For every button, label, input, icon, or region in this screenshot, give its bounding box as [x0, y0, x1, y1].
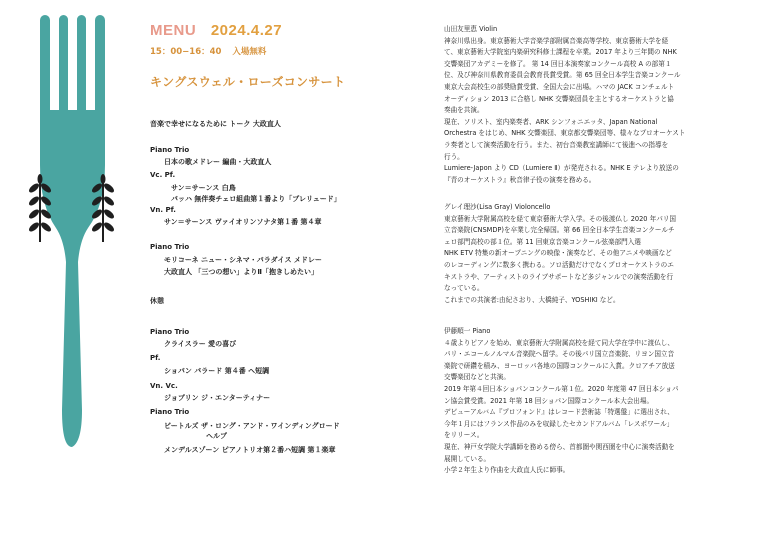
bio-line: 東京大会高校生の部奨励賞受賞、全国大会に出場。ハマの JACK コンチェルト — [444, 82, 675, 91]
bio-line: のレコーディングに数多く携わる。ソロ活動だけでなくプロオーケストラのエ — [444, 260, 674, 269]
program-ensemble: Vn. Pf. — [150, 206, 176, 214]
bio-heading: グレイ理沙(Lisa Gray) Violoncello — [444, 203, 551, 211]
program-ensemble: Vc. Pf. — [150, 171, 176, 179]
bio-line: NHK ETV 特集の新オープニングの映像・演奏など、その他アニメや映画など — [444, 249, 672, 258]
bio-line: キストラや、アーティストのライブサポートなど多ジャンルでの演奏活動を行 — [444, 272, 674, 281]
event-time: 15：00−16：40 — [150, 47, 222, 57]
program-piece: ショパン バラード 第４番 ヘ短調 — [164, 367, 270, 375]
bio-line: 『青のオーケストラ』秋音律子役の演奏を務める。 — [444, 175, 596, 184]
bio-line: オーディション 2013 に合格し NHK 交響楽団員を主とするオーケストラと協 — [444, 94, 674, 103]
concert-title: キングスウェル・ローズコンサート — [150, 75, 346, 89]
event-date: 2024.4.27 — [210, 22, 283, 39]
bio-line: 東京藝術大学附属高校を経て東京藝術大学入学。その後渡仏し 2020 年パリ国 — [444, 214, 676, 223]
bio-line: ン協会賞受賞。2021 年第 18 回ショパン国際コンクール本大会出場。 — [444, 396, 654, 405]
program-piece: ヘルプ — [206, 432, 227, 440]
bio-piano — [444, 326, 744, 477]
program-piece: バッハ 無伴奏チェロ組曲第１番より「プレリュード」 — [171, 195, 341, 203]
admission-label: 入場無料 — [232, 47, 267, 57]
bio-line: 現在、ソリスト、室内楽奏者、ARK シンフォニエッタ、Japan National — [444, 117, 658, 126]
bio-line: 楽院で研鑽を積み、ヨーロッパ各地の国際コンクールに入賞。クロアチア放送 — [444, 361, 675, 370]
program-intermission: 休憩 — [150, 297, 164, 305]
bio-line: ラ奏者として演奏活動を行う。また、初台音楽教室講師にて後進への指導を — [444, 140, 669, 149]
bio-line: 交響楽団などと共演。 — [444, 373, 510, 382]
bio-line: Orchestra をはじめ、NHK 交響楽団、東京都交響楽団等、様々なプロオーケスト — [444, 129, 686, 138]
bio-line: 小学２年生より作曲を大政直人氏に師事。 — [444, 466, 570, 475]
bio-line: 今年１月にはフランス作品のみを収録したセカンドアルバム「レスポワール」 — [444, 419, 674, 428]
program-piece: モリコーネ ニュー・シネマ・パラダイス メドレー — [164, 256, 322, 264]
bio-line: 行う。 — [444, 152, 464, 161]
bio-line: ェロ部門高校の部１位。第 11 回東京音楽コンクール弦楽部門入選 — [444, 237, 641, 246]
program-piece: クライスラー 愛の喜び — [164, 340, 237, 348]
program-piece: サン＝サーンス 白鳥 — [171, 184, 236, 192]
bio-heading: 伊藤順一 Piano — [444, 327, 491, 335]
time-line — [150, 45, 266, 57]
program-ensemble: Piano Trio — [150, 408, 190, 416]
bio-line: 神奈川県出身。東京藝術大学音楽学部附属音楽高等学校、東京藝術大学を経 — [444, 36, 669, 45]
fork-icon — [0, 0, 150, 470]
bio-line: ４歳よりピアノを始め、東京藝術大学附属高校を経て同大学在学中に渡仏し、 — [444, 338, 674, 347]
bio-heading: 山田友里恵 Violin — [444, 25, 498, 33]
bio-line: 現在、神戸女学院大学講師を務める傍ら、首都圏や関西圏を中心に演奏活動を — [444, 442, 675, 451]
bio-line: 位、及び神奈川県教育委員会教育長賞受賞。第 65 回全日本学生音楽コンクール — [444, 71, 681, 80]
program-piece: メンデルスゾーン ピアノトリオ第２番ハ短調 第１楽章 — [164, 446, 336, 454]
bio-line: デビューアルバム『プロフォンド』はレコード芸術誌「特選盤」に選出され、 — [444, 408, 674, 417]
bio-line: これまでの共演者:由紀さおり、大橋純子、YOSHIKI など。 — [444, 295, 620, 304]
program-ensemble: Vn. Vc. — [150, 382, 178, 390]
program-piece: ジョプリン ジ・エンターティナー — [164, 394, 271, 402]
bio-line: 立音楽院(CNSMDP)を卒業し完全帰国。第 66 回全日本学生音楽コンクールチ — [444, 226, 675, 235]
program-ensemble: Piano Trio — [150, 243, 190, 251]
bio-violin — [444, 24, 744, 186]
bio-line: 2019 年第４回日本ショパンコンクール第１位。2020 年度第 47 回日本ショパ — [444, 384, 679, 393]
menu-word: MENU — [150, 22, 197, 39]
bio-line: なっている。 — [444, 284, 484, 293]
bio-line: パリ・エコールノルマル音楽院へ留学。その後パリ国立音楽院、リヨン国立音 — [444, 350, 675, 359]
program-piece: サン＝サーンス ヴァイオリンソナタ第１番 第４章 — [164, 218, 322, 226]
bio-line: をリリース。 — [444, 431, 484, 440]
program-ensemble: Piano Trio — [150, 146, 190, 154]
program-talk: 音楽で幸せになるために トーク 大政直人 — [150, 120, 281, 128]
program-panel — [0, 0, 384, 470]
bio-cello — [444, 202, 744, 306]
program-ensemble: Pf. — [150, 354, 161, 362]
bio-line: 奏曲を共演。 — [444, 106, 484, 115]
program-piece: ビートルズ ザ・ロング・アンド・ワインディングロード — [164, 422, 340, 430]
program-piece: 日本の歌メドレー 編曲・大政直人 — [164, 158, 272, 166]
bio-line: 展開している。 — [444, 454, 491, 463]
bio-line: て、東京藝術大学院室内楽研究科修士課程を卒業。2017 年より三年間の NHK — [444, 48, 677, 57]
program-piece: 大政直人 「三つの想い」よりⅡ「抱きしめたい」 — [164, 268, 319, 276]
menu-heading — [150, 22, 282, 39]
bio-line: 交響楽団アカデミーを修了。 第 14 回日本演奏家コンクール高校 A の部第１ — [444, 59, 672, 68]
program-ensemble: Piano Trio — [150, 328, 190, 336]
bio-line: Lumiere-Japon より CD（Lumiere Ⅱ）が発売される。NHK E テレより放送の — [444, 164, 679, 173]
